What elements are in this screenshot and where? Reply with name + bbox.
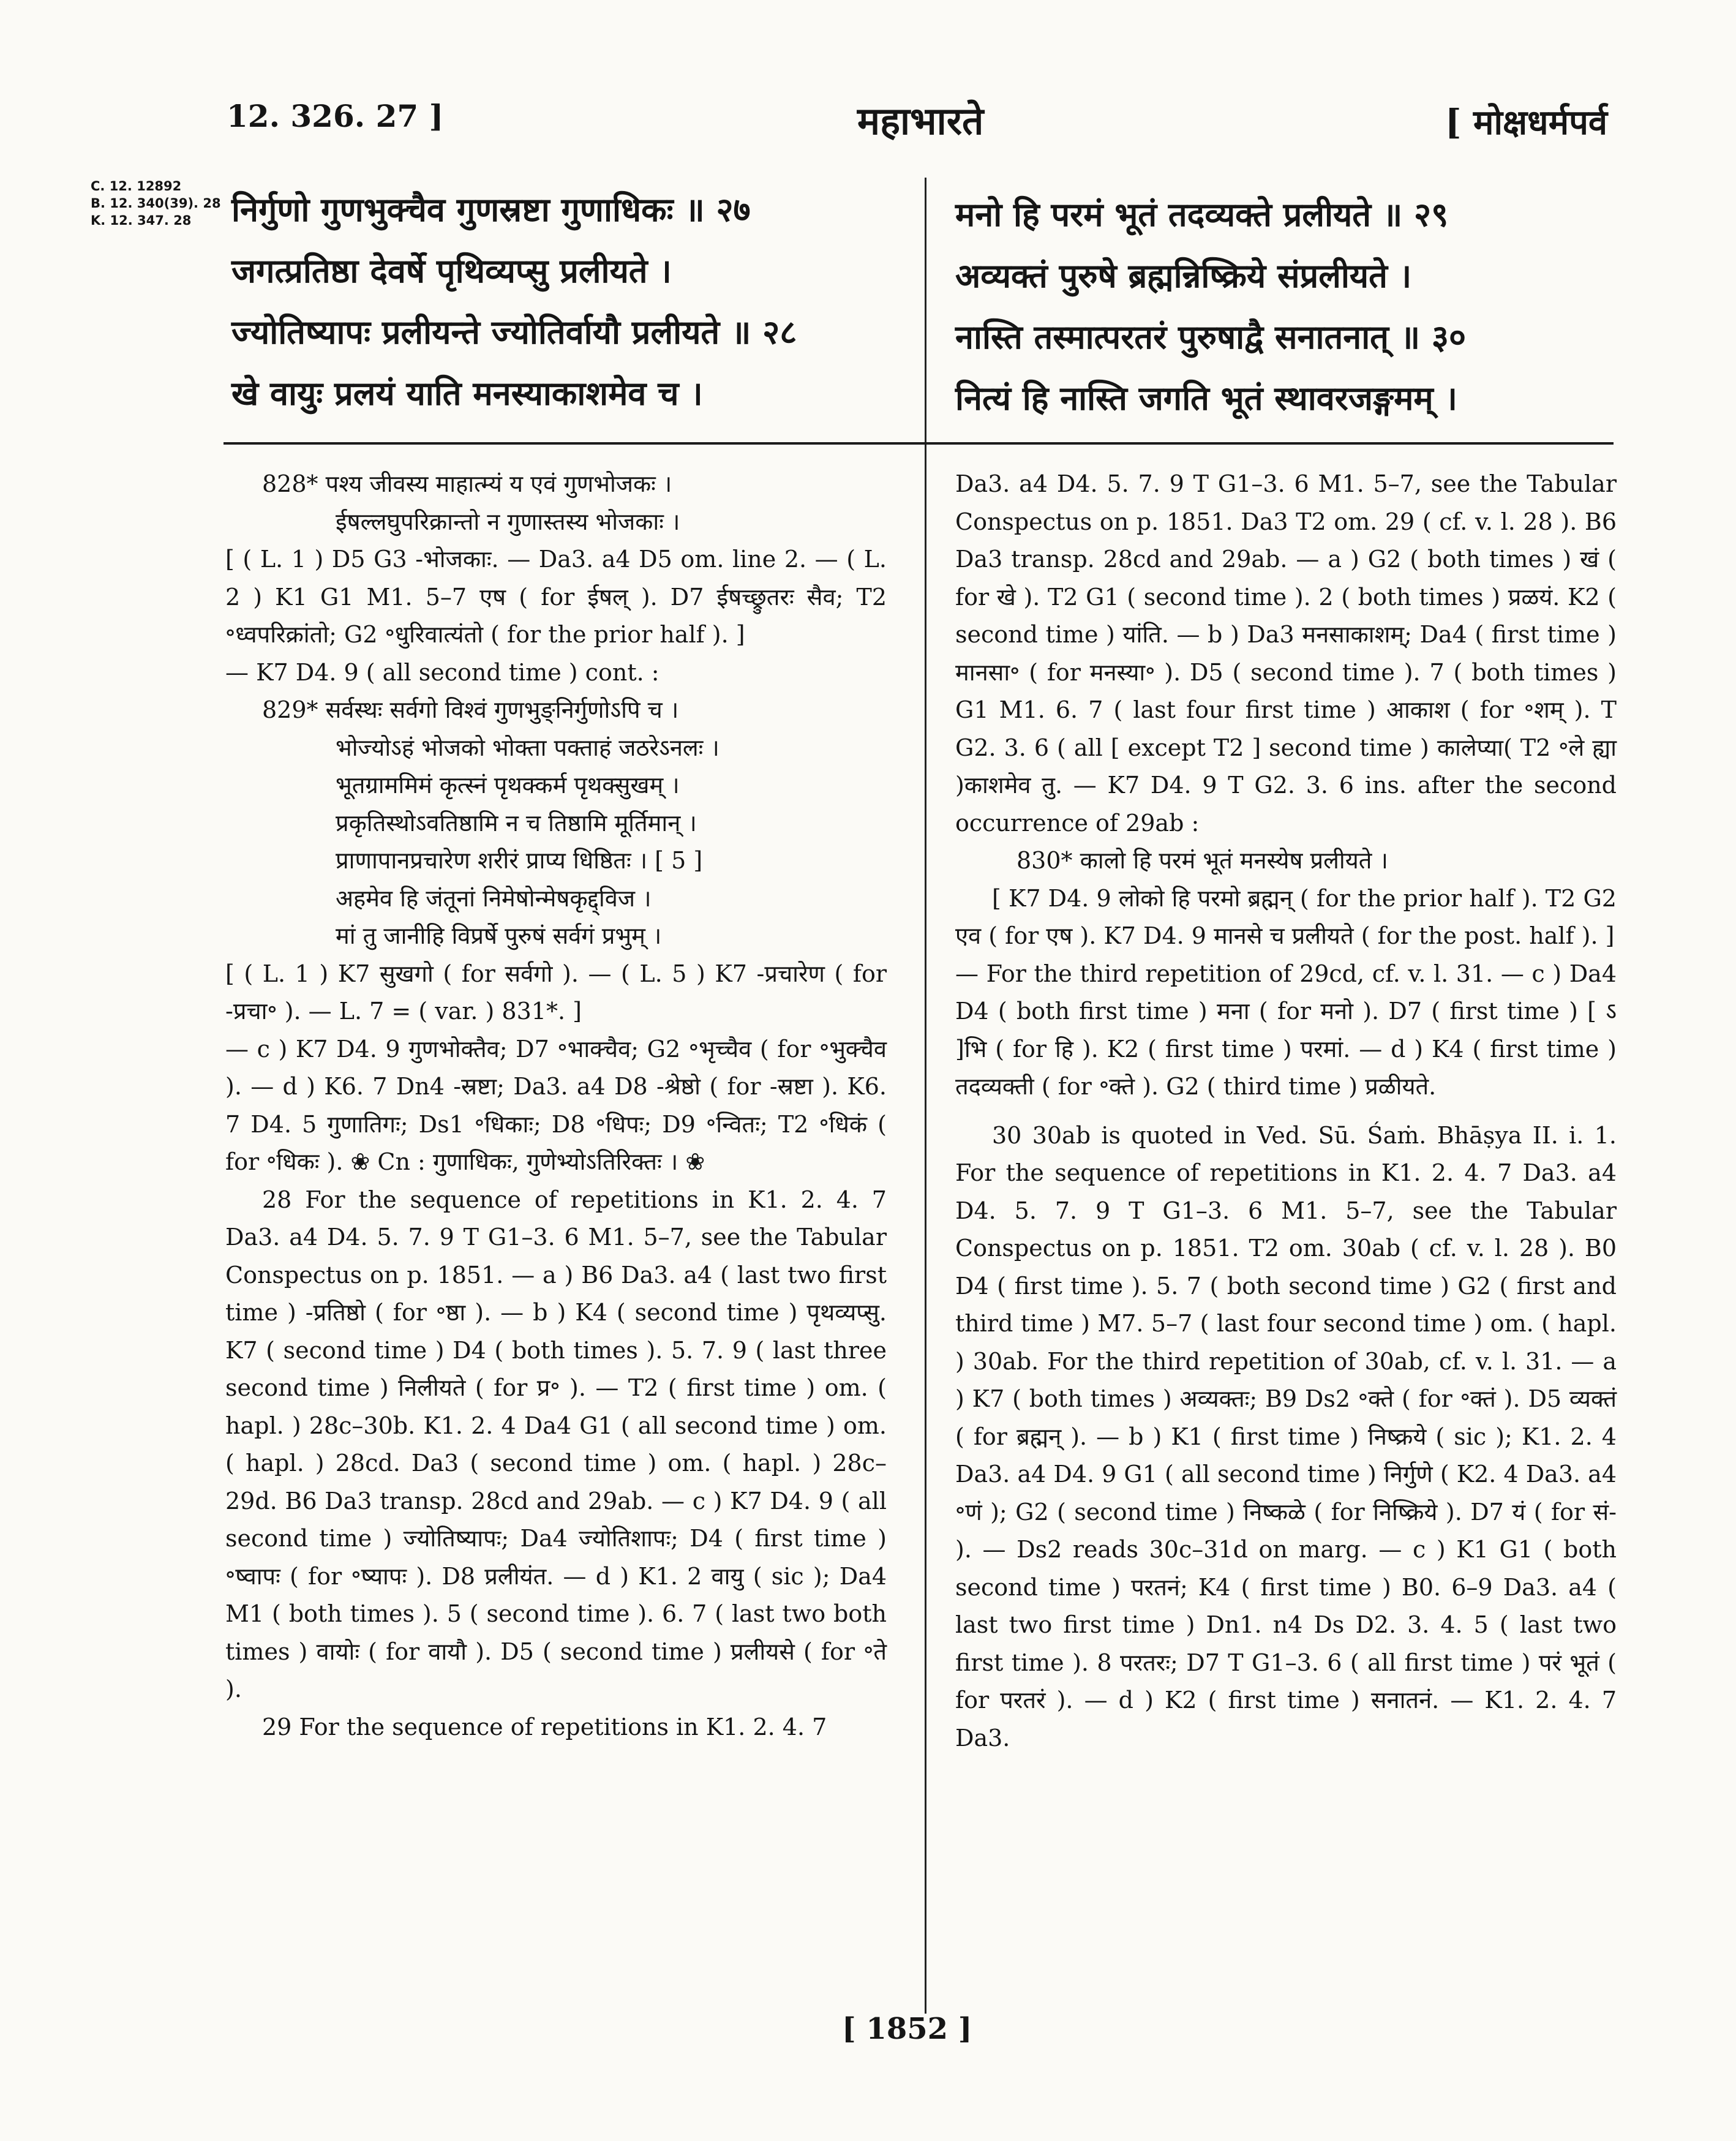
passage-line: 828* पश्य जीवस्य माहात्म्यं य एवं गुणभोजकः । [262,470,672,497]
passage-line: भोज्योऽहं भोजको भोक्ता पक्ताहं जठरेऽनलः । [336,734,720,761]
apparatus-note: — For the third repetition of 29cd, cf. v. l. 31. — c ) Da4 D4 ( both first time ) मना ( for मनो ). D7 ( first time ) [ ऽ ]भि ( for हि ). K2 ( first time ) परमां. — d ) K4 ( first time ) तदव्यक्ती ( for ॰क्ते ). G2 ( third time ) प्रळीयते. [955,960,1617,1100]
passage-line: भूतग्राममिमं कृत्स्नं पृथक्कर्म पृथक्सुखम् । [336,772,680,799]
passage-line: 830* कालो हि परमं भूतं मनस्येष प्रलीयते । [1016,847,1388,874]
parvan-title: [ मोक्षधर्मपर्व [1445,102,1608,143]
apparatus-note: 29 For the sequence of repetitions in K1. 2. 4. 7 [262,1713,827,1740]
passage-line: ईषल्लघुपरिक्रान्तो न गुणास्तस्य भोजकाः । [336,508,680,535]
apparatus-note: 28 For the sequence of repetitions in K1. 2. 4. 7 Da3. a4 D4. 5. 7. 9 T G1–3. 6 M1. 5–7, see the Tabular Conspectus on p. 1851. — a ) B6 Da3. a4 ( last two first time ) -प्रतिष्ठो ( for ॰ष्ठा ). — b ) K4 ( second time ) पृथव्यप्सु. K7 ( second time ) D4 ( both times ). 5. 7. 9 ( last three second time ) निलीयते ( for प्र॰ ). — T2 ( first time ) om. ( hapl. ) 28c–30b. K1. 2. 4 Da4 G1 ( all second time ) om. ( hapl. ) 28cd. Da3 ( second time ) om. ( hapl. ) 28c–29d. B6 Da3 transp. 28cd and 29ab. — c ) K7 D4. 9 ( all second time ) ज्योतिष्यापः; Da4 ज्योतिशापः; D4 ( first time ) ॰ष्वापः ( for ॰ष्यापः ). D8 प्रलीयंत. — d ) K1. 2 वायु ( sic ); Da4 M1 ( both times ). 5 ( second time ). 6. 7 ( last two both times ) वायोः ( for वायौ ). D5 ( second time ) प्रलीयसे ( for ॰ते ). [225,1186,887,1703]
verse-line: अव्यक्तं पुरुषे ब्रह्मन्निष्क्रिये संप्रलीयते । [955,256,1412,295]
margin-citations [91,178,231,229]
apparatus-note: — K7 D4. 9 ( all second time ) cont. : [225,658,659,686]
page-title: महाभारते [857,99,984,143]
apparatus-column-divider [925,446,926,2014]
additional-passage [1016,842,1617,880]
passage-line: प्रकृतिस्थोऽवतिष्ठामि न च तिष्ठामि मूर्तिमान् । [336,809,697,837]
verse-line: मनो हि परमं भूतं तदव्यक्ते प्रलीयते ॥ २९ [955,195,1449,234]
citation-calcutta: C. 12. 12892 [91,179,182,194]
verse-line: जगत्प्रतिष्ठा देवर्षे पृथिव्यप्सु प्रलीयते । [231,251,672,290]
verse-text-right [955,184,1466,429]
verse-text-left [231,179,797,424]
passage-line: अहमेव हि जंतूनां निमेषोन्मेषकृद्द्विज । [336,884,652,912]
apparatus-note: Da3. a4 D4. 5. 7. 9 T G1–3. 6 M1. 5–7, see the Tabular Conspectus on p. 1851. Da3 T2 om. 29 ( cf. v. l. 28 ). B6 Da3 transp. 28cd and 29ab. — a ) G2 ( both times ) खं ( for खे ). T2 G1 ( second time ). 2 ( both times ) प्रळयं. K2 ( second time ) यांति. — b ) Da3 मनसाकाशम्; Da4 ( first time ) मानसा॰ ( for मनस्या॰ ). D5 ( second time ). 7 ( both times ) G1 M1. 6. 7 ( last four first time ) आकाश ( for ॰शम् ). T G2. 3. 6 ( all [ except T2 ] second time ) कालेप्या( T2 ॰ले ह्या )काशमेव तु. — K7 D4. 9 T G2. 3. 6 ins. after the second occurrence of 29ab : [955,470,1617,837]
verse-line: नित्यं हि नास्ति जगति भूतं स्थावरजङ्गमम् । [955,378,1457,418]
verse-line: नास्ति तस्मात्परतरं पुरुषाद्वै सनातनात् ॥ ३० [955,317,1467,356]
verse-line: खे वायुः प्रलयं याति मनस्याकाशमेव च । [231,374,703,413]
verse-line: ज्योतिष्यापः प्रलीयन्ते ज्योतिर्वायौ प्रलीयते ॥ २८ [231,312,797,352]
apparatus-note: [ ( L. 1 ) K7 सुखगो ( for सर्वगो ). — ( L. 5 ) K7 -प्रचारेण ( for -प्रचा॰ ). — L. 7 = ( var. ) 831*. ] [225,960,887,1025]
verse-line: निर्गुणो गुणभुक्चैव गुणस्रष्टा गुणाधिकः ॥ २७ [231,190,751,229]
apparatus-left-column [225,465,887,1746]
apparatus-note: 30 30ab is quoted in Ved. Sū. Śaṁ. Bhāṣya II. i. 1. For the sequence of repetitions in K1. 2. 4. 7 Da3. a4 D4. 5. 7. 9 T G1–3. 6 M1. 5–7, see the Tabular Conspectus on p. 1851. T2 om. 30ab ( cf. v. l. 28 ). B0 D4 ( first time ). 5. 7 ( both second time ) G2 ( first and third time ) M7. 5–7 ( last four second time ) om. ( hapl. ) 30ab. For the third repetition of 30ab, cf. v. l. 31. — a ) K7 ( both times ) अव्यक्तः; B9 Ds2 ॰क्ते ( for ॰क्तं ). D5 व्यक्तं ( for ब्रह्मन् ). — b ) K1 ( first time ) निष्क्रये ( sic ); K1. 2. 4 Da3. a4 D4. 9 G1 ( all second time ) निर्गुणे ( K2. 4 Da3. a4 ॰णं ); G2 ( second time ) निष्कळे ( for निष्क्रिये ). D7 यं ( for सं- ). — Ds2 reads 30c–31d on marg. — c ) K1 G1 ( both second time ) परतनं; K4 ( first time ) B0. 6–9 Da3. a4 ( last two first time ) Dn1. n4 Ds D2. 3. 4. 5 ( last two first time ). 8 परतरः; D7 T G1–3. 6 ( all first time ) परं भूतं ( for परतरं ). — d ) K2 ( first time ) सनातनं. — K1. 2. 4. 7 Da3. [955,1121,1617,1752]
passage-line: प्राणापानप्रचारेण शरीरं प्राप्य धिष्ठितः । [ 5 ] [336,847,703,874]
citation-kumbhakonam: K. 12. 347. 28 [91,213,192,228]
apparatus-note: [ K7 D4. 9 लोको हि परमो ब्रह्मन् ( for the prior half ). T2 G2 एव ( for एष ). K7 D4. 9 मानसे च प्रलीयते ( for the post. half ). ] [955,884,1617,949]
citation-bombay: B. 12. 340(39). 28 [91,196,221,211]
page-number: [ 1852 ] [842,2012,972,2046]
passage-line: मां तु जानीहि विप्रर्षे पुरुषं सर्वगं प्रभुम् । [336,922,662,949]
passage-line: 829* सर्वस्थः सर्वगो विश्वं गुणभुङ्निर्गुणोऽपि च । [262,696,679,723]
verse-column-divider [925,178,926,478]
verse-reference: 12. 326. 27 ] [227,98,444,134]
additional-passage [262,465,887,541]
apparatus-divider [224,442,1614,445]
apparatus-right-column [955,465,1617,1757]
page-header [0,98,1736,159]
additional-passage [262,691,887,955]
apparatus-note: — c ) K7 D4. 9 गुणभोक्तैव; D7 ॰भाक्चैव; G2 ॰भृच्चैव ( for ॰भुक्चैव ). — d ) K6. 7 Dn4 -स्रष्टा; Da3. a4 D8 -श्रेष्ठो ( for -स्रष्टा ). K6. 7 D4. 5 गुणातिगः; Ds1 ॰धिकाः; D8 ॰धिपः; D9 ॰न्वितः; T2 ॰धिकं ( for ॰धिकः ). ❀ Cn : गुणाधिकः, गुणेभ्योऽतिरिक्तः । ❀ [225,1035,887,1175]
apparatus-note: [ ( L. 1 ) D5 G3 -भोजकाः. — Da3. a4 D5 om. line 2. — ( L. 2 ) K1 G1 M1. 5–7 एष ( for ईषल् ). D7 ईषच्छ्रुतरः सैव; T2 ॰ध्वपरिक्रांतो; G2 ॰धुरिवात्यंतो ( for the prior half ). ] [225,546,887,648]
